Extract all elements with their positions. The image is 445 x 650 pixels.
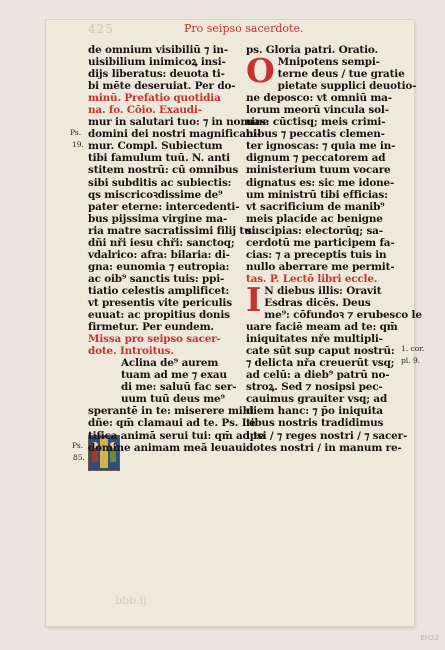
- text-line: ⁊ delicta nřa creuerūt vsq;: [246, 357, 395, 370]
- text-line: Aclina de⁹ aurem: [121, 357, 219, 370]
- text-line: meis placide ac benigne: [246, 212, 383, 225]
- text-line: vt presentis vite periculis: [88, 296, 232, 309]
- text-line: Esdras dicēs. Deus: [264, 296, 371, 309]
- text-line: mur in salutari tuo: ⁊ in nomine: [88, 116, 269, 129]
- initial-o-red: O: [246, 51, 275, 91]
- text-line: diem hanc: ⁊ p̄o iniquita: [246, 405, 383, 418]
- text-line: pater eterne: intercedenti-: [88, 200, 240, 213]
- rubric-line: tas. P. Lectō libri eccle.: [246, 272, 378, 285]
- text-line: Mnipotens sempi-: [277, 56, 380, 69]
- text-line: qs miscricoꝛdissime de⁹: [88, 188, 223, 201]
- rubric-line: Missa pro seipso sacer-: [88, 333, 221, 346]
- text-line: tibi famulum tuū. N. anti: [88, 152, 230, 165]
- text-line: stitem nostrū: cū omnibus: [88, 164, 239, 177]
- text-line: ne deposco: vt omniū ma-: [246, 92, 392, 105]
- text-line: firmetur. Per eundem.: [88, 321, 214, 334]
- text-line: mur. Compl. Subiectum: [88, 140, 223, 153]
- rubric-line: na. fo. Cōio. Exaudi-: [88, 104, 202, 117]
- text-line: terne deus / tue gratie: [277, 68, 405, 81]
- text-line: tiatio celestis amplificet:: [88, 284, 230, 297]
- rubric-line: dote. Introitus.: [88, 345, 174, 358]
- text-line: ipsi / ⁊ reges nostri / ⁊ sacer-: [246, 429, 408, 442]
- text-line: dijs liberatus: deuota ti-: [88, 68, 225, 81]
- text-line: ad celū: a dieb⁹ patrū no-: [246, 369, 390, 382]
- text-line: stroꝝ. Sed ⁊ nosipsi pec-: [246, 381, 383, 394]
- text-line: ter ignoscas: ⁊ quia me in-: [246, 140, 396, 153]
- text-line: dignum ⁊ peccatorem ad: [246, 152, 386, 165]
- showthrough-signature: bbb ij: [115, 594, 147, 607]
- text-line: bus pijssima virgine ma-: [88, 212, 228, 225]
- text-line: nullo aberrare me permit-: [246, 260, 395, 273]
- initial-i-red: I: [246, 279, 262, 319]
- text-line: euuat: ac propitius donis: [88, 309, 230, 322]
- showthrough-page-number: 425: [88, 22, 114, 36]
- text-line: ria matre sacratissimi filij tui: [88, 224, 256, 237]
- text-line: lorum meorū vincula sol-: [246, 104, 389, 117]
- text-line: sperantē in te: miserere mihi: [88, 405, 254, 418]
- text-line: cauimus grauiter vsq; ad: [246, 393, 388, 406]
- text-line: me⁹: cōfundoꝛ ⁊ erubesco le: [264, 309, 422, 322]
- text-line: tuam ad me ⁊ exau: [121, 369, 227, 382]
- text-line: vdalrico: afra: bilaria: di-: [88, 248, 230, 261]
- margin-note-right-1: 1. cor.: [401, 344, 425, 353]
- text-line: cerdotū me participem fa-: [246, 236, 395, 249]
- text-line: uas: cūctisq; meis crimi-: [246, 116, 386, 129]
- text-line: uum tuū deus me⁹: [121, 393, 225, 406]
- running-head: Pro seipso sacerdote.: [184, 22, 304, 35]
- text-line: ps. Gloria patri. Oratio.: [246, 44, 378, 56]
- text-line: N diebus illis: Oravit: [264, 284, 382, 297]
- text-line: pietate supplici deuotio-: [277, 80, 417, 93]
- text-line: cias: ⁊ a preceptis tuis in: [246, 248, 387, 261]
- text-line: gna: eunomia ⁊ eutropia:: [88, 260, 230, 273]
- text-line: bi mēte deseruiat. Per do-: [88, 80, 236, 93]
- text-line: dignatus es: sic me idone-: [246, 176, 395, 189]
- text-line: iniquitates nře multipli-: [246, 333, 383, 346]
- text-line: de omnium visibiliū ⁊ in-: [88, 44, 228, 56]
- text-line: um ministrū tibi efficias:: [246, 188, 388, 201]
- left-column: [88, 44, 269, 454]
- text-line: ministerium tuum vocare: [246, 164, 391, 177]
- text-line: suscipias: electorūq; sa-: [246, 224, 383, 237]
- text-line: sibi subditis ac subiectis:: [88, 176, 232, 189]
- pencil-inventory-note: EH22: [420, 634, 439, 642]
- text-line: ac oib⁹ sanctis tuis: ppi-: [88, 272, 225, 285]
- margin-note-right-2: pl. 9.: [401, 356, 421, 365]
- text-line: domine animam meā leuaui.: [88, 441, 250, 454]
- margin-note-psalm-2: Ps.: [72, 441, 84, 450]
- margin-note-psalm-1: Ps.: [70, 128, 82, 137]
- text-line: uare faciē meam ad te: qm̄: [246, 321, 398, 334]
- text-line: dñe: qm̄ clamaui ad te. Ps. Le: [88, 417, 256, 430]
- text-line: cate sūt sup caput nostrū:: [246, 345, 395, 358]
- text-line: tifica animā serui tui: qm̄ ad te: [88, 429, 265, 442]
- text-line: uisibilium inimicoꝝ insi-: [88, 56, 226, 69]
- text-line: dotes nostri / in manum re-: [246, 441, 402, 454]
- text-line: vt sacrificium de manib⁹: [246, 200, 385, 213]
- text-line: nibus ⁊ peccatis clemen-: [246, 128, 385, 141]
- margin-note-psalm-1-number: 19.: [72, 140, 84, 149]
- rubric-line: minū. Prefatio quotidia: [88, 92, 221, 105]
- text-line: di me: saluū fac ser-: [121, 381, 237, 394]
- text-line: tibus nostris tradidimus: [246, 417, 384, 430]
- text-line: dñi nři iesu chři: sanctoq;: [88, 236, 235, 249]
- text-line: domini dei nostri magnificabi-: [88, 128, 261, 141]
- margin-note-psalm-2-number: 85.: [73, 453, 85, 462]
